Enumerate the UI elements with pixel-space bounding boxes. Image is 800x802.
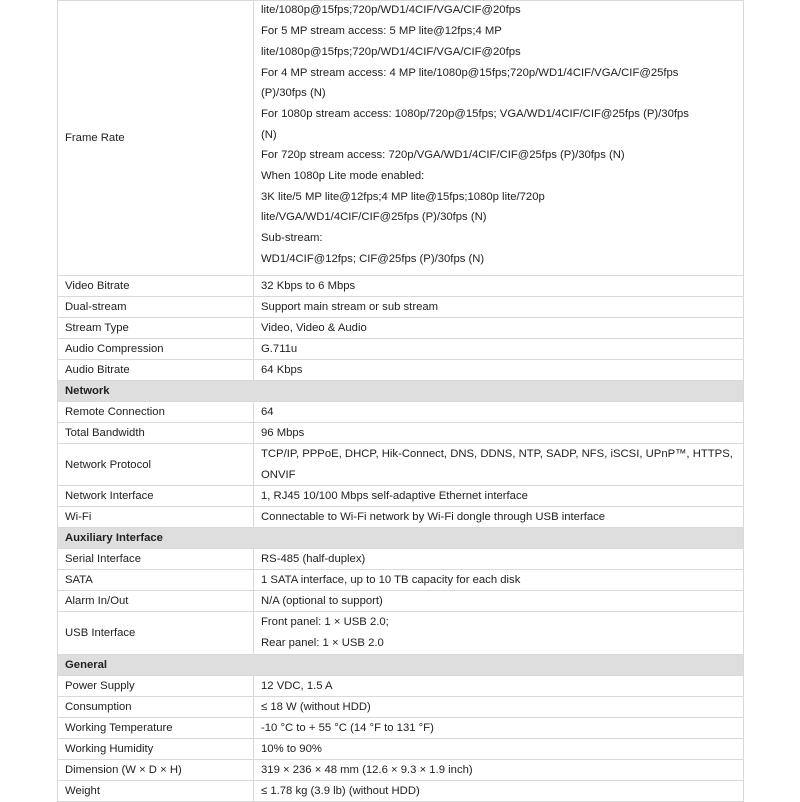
value-line: TCP/IP, PPPoE, DHCP, Hik-Connect, DNS, DDNS, NTP, SADP, NFS, iSCSI, UPnP™, HTTPS, [261, 448, 733, 460]
section-title: General [58, 654, 744, 675]
spec-row [58, 402, 744, 423]
spec-label: Frame Rate [58, 1, 254, 276]
section-title: Auxiliary Interface [58, 528, 744, 549]
spec-row [58, 780, 744, 801]
frame-rate-line: When 1080p Lite mode enabled: [261, 170, 425, 183]
spec-row [58, 696, 744, 717]
spec-row [58, 717, 744, 738]
spec-value: 1 SATA interface, up to 10 TB capacity for each disk [254, 570, 744, 591]
spec-label: Audio Compression [58, 339, 254, 360]
spec-row [58, 507, 744, 528]
spec-label: Video Bitrate [58, 276, 254, 297]
spec-label: Weight [58, 780, 254, 801]
spec-label: Total Bandwidth [58, 423, 254, 444]
frame-rate-line: For 1080p stream access: 1080p/720p@15fps; VGA/WD1/4CIF/CIF@25fps (P)/30fps [261, 107, 689, 120]
spec-row [58, 612, 744, 654]
spec-label: Power Supply [58, 675, 254, 696]
spec-value: 319 × 236 × 48 mm (12.6 × 9.3 × 1.9 inch) [254, 759, 744, 780]
spec-label: USB Interface [58, 612, 254, 654]
frame-rate-line: 3K lite/5 MP lite@12fps;4 MP lite@15fps;1080p lite/720p [261, 190, 545, 203]
spec-row [58, 591, 744, 612]
spec-label: Network Interface [58, 486, 254, 507]
spec-row [58, 297, 744, 318]
spec-value: 64 [254, 402, 744, 423]
frame-rate-line: lite/1080p@15fps;720p/WD1/4CIF/VGA/CIF@20fps [261, 45, 521, 58]
spec-row [58, 318, 744, 339]
spec-label: Network Protocol [58, 444, 254, 486]
spec-value: 1, RJ45 10/100 Mbps self-adaptive Ethernet interface [254, 486, 744, 507]
frame-rate-line: Sub-stream: [261, 232, 323, 245]
section-header-auxiliary [58, 528, 744, 549]
spec-row [58, 423, 744, 444]
spec-label: Dimension (W × D × H) [58, 759, 254, 780]
spec-row [58, 570, 744, 591]
frame-rate-line: For 720p stream access: 720p/VGA/WD1/4CIF/CIF@25fps (P)/30fps (N) [261, 149, 625, 162]
spec-label: Wi-Fi [58, 507, 254, 528]
spec-label: Stream Type [58, 318, 254, 339]
spec-value: ≤ 18 W (without HDD) [254, 696, 744, 717]
spec-label: Audio Bitrate [58, 360, 254, 381]
spec-row [58, 759, 744, 780]
spec-row-frame-rate [58, 1, 744, 276]
section-title: Network [58, 381, 744, 402]
spec-row [58, 738, 744, 759]
spec-value: 32 Kbps to 6 Mbps [254, 276, 744, 297]
spec-value: 12 VDC, 1.5 A [254, 675, 744, 696]
frame-rate-line: (N) [261, 128, 277, 141]
spec-label: Remote Connection [58, 402, 254, 423]
spec-value: Support main stream or sub stream [254, 297, 744, 318]
spec-value: Connectable to Wi-Fi network by Wi-Fi dongle through USB interface [254, 507, 744, 528]
spec-table [57, 0, 744, 802]
frame-rate-line: (P)/30fps (N) [261, 87, 326, 100]
spec-row [58, 675, 744, 696]
spec-value: 10% to 90% [254, 738, 744, 759]
spec-value: RS-485 (half-duplex) [254, 549, 744, 570]
frame-rate-line: lite/VGA/WD1/4CIF/CIF@25fps (P)/30fps (N) [261, 211, 487, 224]
frame-rate-line: For 5 MP stream access: 5 MP lite@12fps;4 MP [261, 25, 502, 38]
spec-value: ≤ 1.78 kg (3.9 lb) (without HDD) [254, 780, 744, 801]
spec-row [58, 276, 744, 297]
spec-row [58, 360, 744, 381]
value-line: ONVIF [261, 468, 296, 481]
spec-label: Dual-stream [58, 297, 254, 318]
spec-value [254, 1, 744, 276]
spec-label: Serial Interface [58, 549, 254, 570]
spec-value: Video, Video & Audio [254, 318, 744, 339]
value-line: Front panel: 1 × USB 2.0; [261, 616, 389, 629]
spec-label: SATA [58, 570, 254, 591]
spec-value: 96 Mbps [254, 423, 744, 444]
value-line: Rear panel: 1 × USB 2.0 [261, 637, 384, 650]
spec-value [254, 612, 744, 654]
spec-row [58, 339, 744, 360]
spec-label: Alarm In/Out [58, 591, 254, 612]
spec-row [58, 486, 744, 507]
spec-row [58, 549, 744, 570]
frame-rate-line: For 4 MP stream access: 4 MP lite/1080p@15fps;720p/WD1/4CIF/VGA/CIF@25fps [261, 66, 679, 79]
frame-rate-line: WD1/4CIF@12fps; CIF@25fps (P)/30fps (N) [261, 252, 485, 265]
spec-value: 64 Kbps [254, 360, 744, 381]
section-header-network [58, 381, 744, 402]
section-header-general [58, 654, 744, 675]
spec-row [58, 444, 744, 486]
spec-label: Working Humidity [58, 738, 254, 759]
spec-value [254, 444, 744, 486]
spec-value: N/A (optional to support) [254, 591, 744, 612]
spec-value: G.711u [254, 339, 744, 360]
spec-value: -10 °C to + 55 °C (14 °F to 131 °F) [254, 717, 744, 738]
spec-label: Working Temperature [58, 717, 254, 738]
frame-rate-line: lite/1080p@15fps;720p/WD1/4CIF/VGA/CIF@20fps [261, 4, 521, 17]
spec-label: Consumption [58, 696, 254, 717]
